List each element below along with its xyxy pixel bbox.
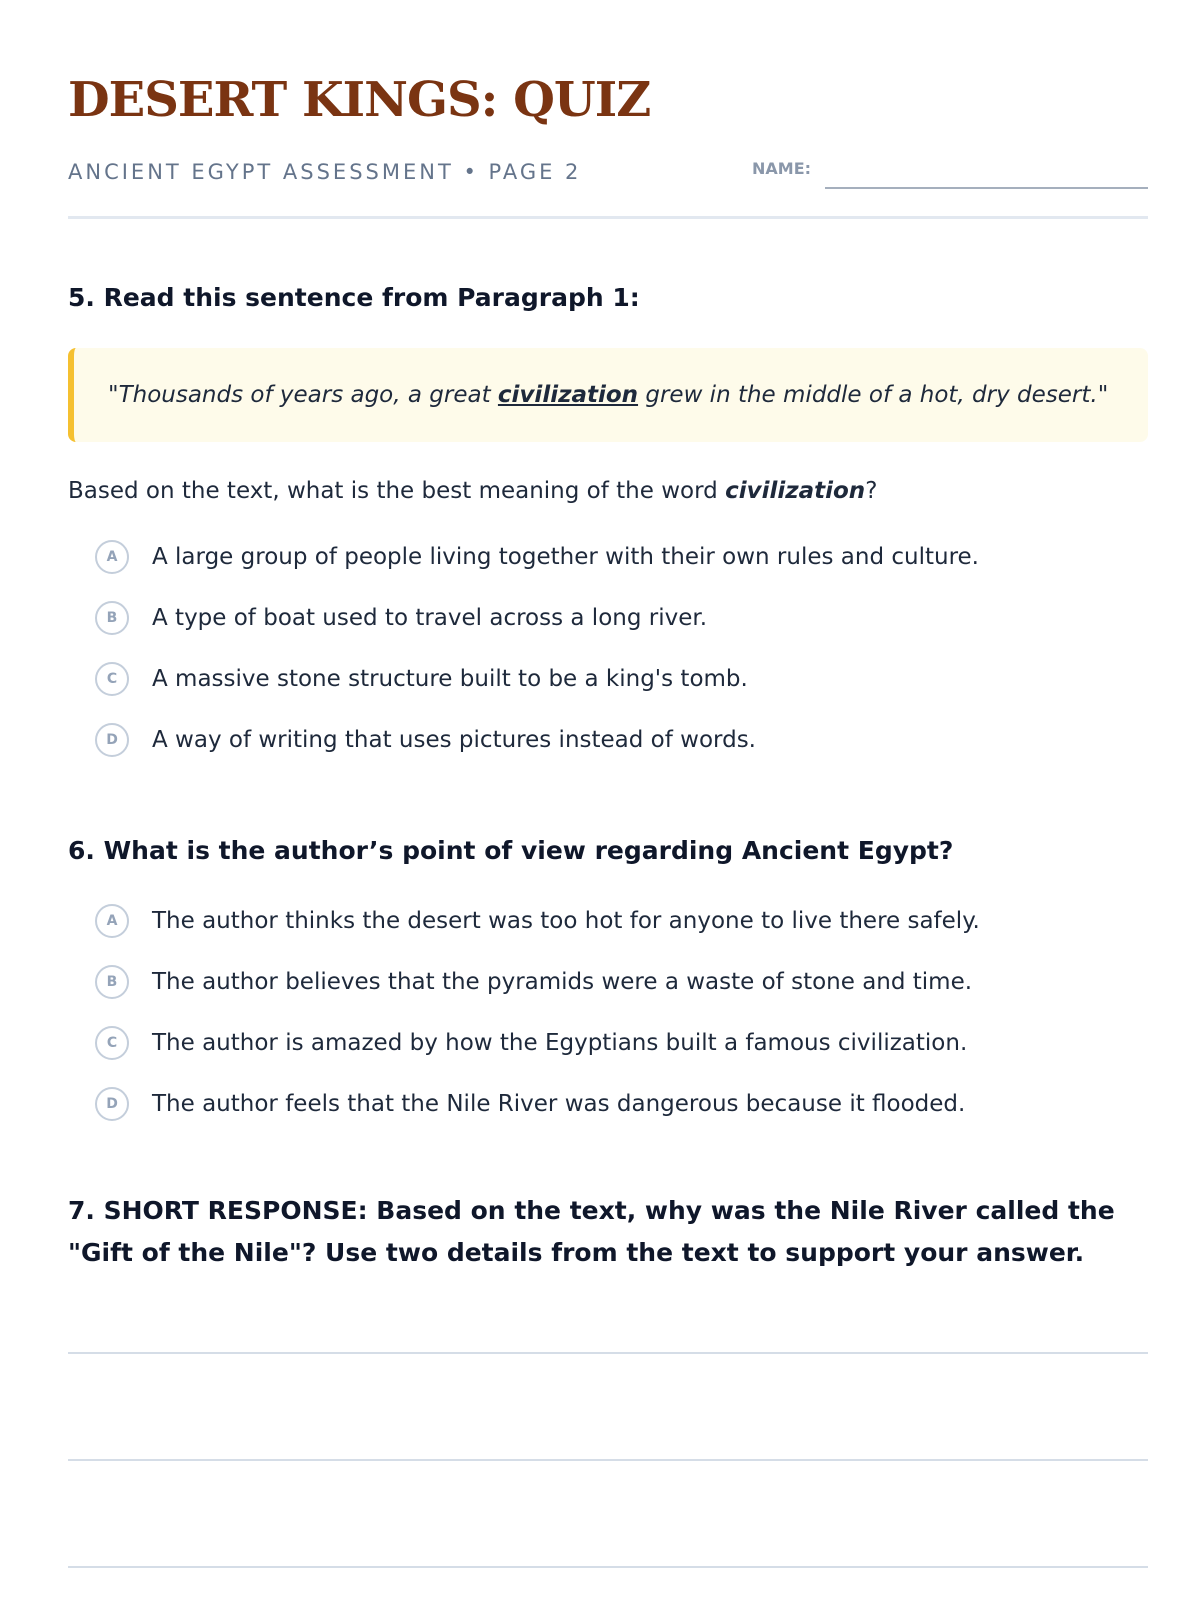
answer-line[interactable] [68,1352,1148,1354]
option-text: The author feels that the Nile River was dangerous because it flooded. [152,1090,966,1117]
answer-bubble[interactable]: B [95,601,129,635]
answer-bubble[interactable]: C [95,1026,129,1060]
question-5-options [95,526,979,770]
q5-option-b[interactable] [95,587,979,648]
quote-keyword: civilization [497,382,639,408]
answer-bubble[interactable]: D [95,723,129,757]
name-field-line[interactable] [825,187,1148,189]
q6-option-c[interactable] [95,1012,980,1073]
option-text: The author believes that the pyramids were a waste of stone and time. [152,968,973,995]
quote-text-after: grew in the middle of a hot, dry desert." [638,382,1109,408]
option-text: A large group of people living together with their own rules and culture. [152,543,979,570]
prompt-text-before: Based on the text, what is the best meaning of the word [68,478,726,504]
question-5-heading: 5. Read this sentence from Paragraph 1: [68,283,640,312]
answer-bubble[interactable]: A [95,904,129,938]
q5-option-c[interactable] [95,648,979,709]
quote-text-before: "Thousands of years ago, a great [108,382,498,408]
quote-callout [68,348,1148,442]
answer-bubble[interactable]: A [95,540,129,574]
page-subtitle: ANCIENT EGYPT ASSESSMENT • PAGE 2 [68,160,582,184]
answer-line[interactable] [68,1459,1148,1461]
answer-line[interactable] [68,1566,1148,1568]
prompt-keyword: civilization [725,478,866,504]
question-6-options [95,890,980,1134]
name-label: NAME: [752,159,812,178]
page-title: DESERT KINGS: QUIZ [68,72,651,128]
option-text: The author is amazed by how the Egyptians built a famous civilization. [152,1029,968,1056]
question-5-prompt [68,473,877,509]
option-text: A way of writing that uses pictures instead of words. [152,726,756,753]
question-7-heading: 7. SHORT RESPONSE: Based on the text, why was the Nile River called the "Gift of the Nile"? Use two details from the text to support your answer. [68,1196,1115,1267]
option-text: The author thinks the desert was too hot for anyone to live there safely. [152,907,980,934]
q5-option-a[interactable] [95,526,979,587]
answer-bubble[interactable]: C [95,662,129,696]
answer-bubble[interactable]: B [95,965,129,999]
q5-option-d[interactable] [95,709,979,770]
answer-bubble[interactable]: D [95,1087,129,1121]
q6-option-b[interactable] [95,951,980,1012]
header-divider [68,216,1148,219]
q6-option-a[interactable] [95,890,980,951]
option-text: A type of boat used to travel across a long river. [152,604,708,631]
question-6-heading: 6. What is the author’s point of view regarding Ancient Egypt? [68,836,954,865]
prompt-text-after: ? [865,478,878,504]
q6-option-d[interactable] [95,1073,980,1134]
option-text: A massive stone structure built to be a king's tomb. [152,665,748,692]
